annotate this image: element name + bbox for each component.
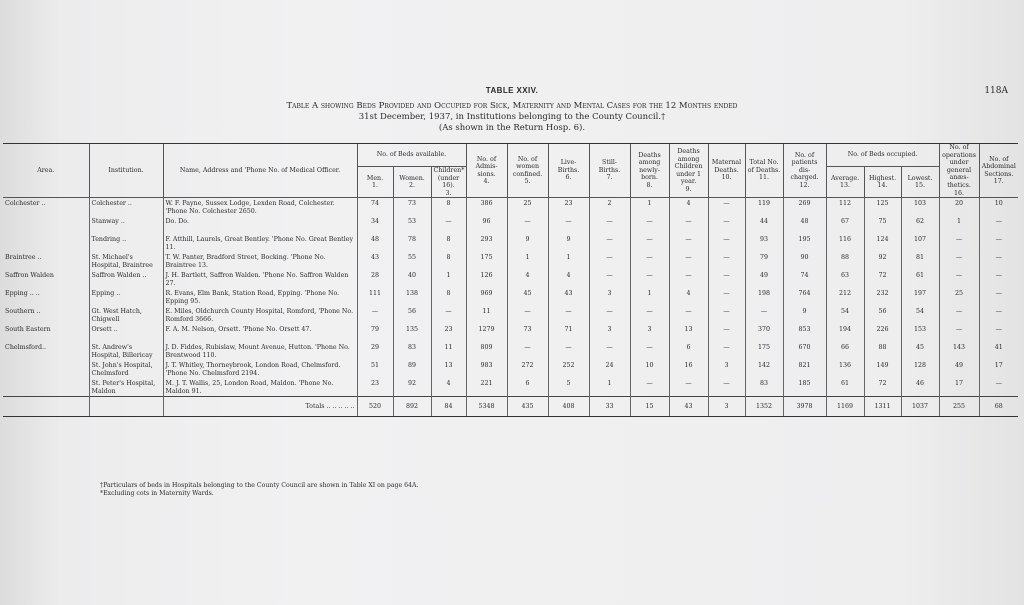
- value-cell: 23: [431, 324, 466, 342]
- value-cell: 17: [939, 378, 979, 397]
- totals-institution-cell: [89, 397, 163, 417]
- value-cell: 45: [507, 288, 548, 306]
- value-cell: 40: [393, 270, 431, 288]
- value-cell: —: [708, 378, 745, 397]
- medical-officer-cell: J. T. Whitley, Thorneybrook, London Road, Chelmsford. 'Phone No. Chelmsford 2194.: [163, 360, 357, 378]
- value-cell: —: [939, 306, 979, 324]
- value-cell: 83: [745, 378, 783, 397]
- totals-area-cell: [3, 397, 89, 417]
- value-cell: 83: [393, 342, 431, 360]
- col-header-area: Area.: [3, 144, 89, 198]
- value-cell: —: [939, 324, 979, 342]
- value-cell: 149: [864, 360, 901, 378]
- value-cell: 1: [589, 378, 630, 397]
- value-cell: —: [745, 306, 783, 324]
- institution-cell: Epping ..: [89, 288, 163, 306]
- value-cell: —: [708, 252, 745, 270]
- value-cell: 764: [783, 288, 826, 306]
- medical-officer-cell: J. H. Bartlett, Saffron Walden. 'Phone No. Saffron Walden 27.: [163, 270, 357, 288]
- value-cell: 73: [393, 198, 431, 217]
- value-cell: 92: [864, 252, 901, 270]
- value-cell: —: [979, 234, 1018, 252]
- value-cell: —: [669, 252, 708, 270]
- value-cell: 175: [466, 252, 507, 270]
- table-label: TABLE XXIV.: [485, 86, 539, 95]
- col-header-maternal-deaths: Maternal Deaths. 10.: [708, 144, 745, 198]
- col-header-average: Average. 13.: [826, 167, 864, 198]
- value-cell: 3: [708, 360, 745, 378]
- value-cell: 55: [393, 252, 431, 270]
- value-cell: 66: [826, 342, 864, 360]
- value-cell: —: [589, 216, 630, 234]
- value-cell: 48: [783, 216, 826, 234]
- value-cell: —: [979, 270, 1018, 288]
- table-row: [3, 216, 1018, 234]
- medical-officer-cell: W. F. Payne, Sussex Lodge, Lexden Road, Colchester. 'Phone No. Colchester 2650.: [163, 198, 357, 217]
- table-header: [0, 86, 1024, 134]
- value-cell: 124: [864, 234, 901, 252]
- value-cell: 51: [357, 360, 393, 378]
- value-cell: 142: [745, 360, 783, 378]
- value-cell: 48: [357, 234, 393, 252]
- col-header-men: Men. 1.: [357, 167, 393, 198]
- area-cell: Braintree ..: [5, 254, 42, 262]
- value-cell: 53: [393, 216, 431, 234]
- col-header-highest: Highest. 14.: [864, 167, 901, 198]
- institution-cell: Colchester ..: [89, 198, 163, 217]
- value-cell: 5: [548, 378, 589, 397]
- value-cell: 45: [901, 342, 939, 360]
- totals-cell: 520: [357, 397, 393, 417]
- institution-cell: Saffron Walden ..: [89, 270, 163, 288]
- value-cell: —: [548, 342, 589, 360]
- totals-cell: 408: [548, 397, 589, 417]
- value-cell: 1: [939, 216, 979, 234]
- col-header-beds-occupied: No. of Beds occupied.: [826, 144, 939, 167]
- table-source-note: (As shown in the Return Hosp. 6).: [438, 123, 586, 133]
- value-cell: —: [669, 216, 708, 234]
- value-cell: —: [548, 306, 589, 324]
- value-cell: 3: [589, 324, 630, 342]
- value-cell: 138: [393, 288, 431, 306]
- value-cell: 670: [783, 342, 826, 360]
- col-header-medical-officer: Name, Address and 'Phone No. of Medical Officer.: [163, 144, 357, 198]
- value-cell: —: [589, 270, 630, 288]
- value-cell: 136: [826, 360, 864, 378]
- col-header-admissions: No. of Admis- sions. 4.: [466, 144, 507, 198]
- totals-cell: 1037: [901, 397, 939, 417]
- totals-cell: 1169: [826, 397, 864, 417]
- value-cell: 81: [901, 252, 939, 270]
- value-cell: 126: [466, 270, 507, 288]
- value-cell: —: [708, 198, 745, 217]
- value-cell: —: [669, 234, 708, 252]
- totals-cell: 84: [431, 397, 466, 417]
- value-cell: 13: [431, 360, 466, 378]
- value-cell: 43: [357, 252, 393, 270]
- value-cell: 75: [864, 216, 901, 234]
- value-cell: 9: [548, 234, 589, 252]
- value-cell: 9: [507, 234, 548, 252]
- value-cell: 116: [826, 234, 864, 252]
- value-cell: 125: [864, 198, 901, 217]
- value-cell: —: [708, 306, 745, 324]
- totals-cell: 5348: [466, 397, 507, 417]
- value-cell: 232: [864, 288, 901, 306]
- value-cell: 88: [826, 252, 864, 270]
- footnote-dagger: †Particulars of beds in Hospitals belonging to the County Council are shown in Table XI on page 64A.: [100, 482, 419, 489]
- value-cell: —: [589, 252, 630, 270]
- value-cell: 63: [826, 270, 864, 288]
- area-cell: Southern ..: [5, 308, 41, 316]
- value-cell: 73: [507, 324, 548, 342]
- value-cell: 2: [589, 198, 630, 217]
- value-cell: 13: [669, 324, 708, 342]
- page-number: 118A: [984, 86, 1008, 96]
- value-cell: 67: [826, 216, 864, 234]
- value-cell: —: [630, 234, 669, 252]
- value-cell: 90: [783, 252, 826, 270]
- value-cell: 10: [979, 198, 1018, 217]
- area-cell: South Eastern: [5, 326, 51, 334]
- footnotes: [100, 482, 418, 497]
- value-cell: 198: [745, 288, 783, 306]
- medical-officer-cell: Do. Do.: [163, 216, 357, 234]
- value-cell: 194: [826, 324, 864, 342]
- value-cell: 44: [745, 216, 783, 234]
- value-cell: 4: [548, 270, 589, 288]
- col-header-total-deaths: Total No. of Deaths. 11.: [745, 144, 783, 198]
- value-cell: 195: [783, 234, 826, 252]
- table-title: Table A showing Beds Provided and Occupied for Sick, Maternity and Mental Cases for the 12 Months ended: [286, 101, 738, 111]
- totals-cell: 255: [939, 397, 979, 417]
- value-cell: 1: [507, 252, 548, 270]
- value-cell: 16: [669, 360, 708, 378]
- institution-cell: St. Michael's Hospital, Braintree: [89, 252, 163, 270]
- col-header-abdominal-sections: No. of Abdominal Sections. 17.: [979, 144, 1018, 198]
- value-cell: 226: [864, 324, 901, 342]
- value-cell: 61: [826, 378, 864, 397]
- value-cell: 4: [669, 198, 708, 217]
- value-cell: 49: [939, 360, 979, 378]
- col-header-beds-available: No. of Beds available.: [357, 144, 466, 167]
- value-cell: —: [630, 378, 669, 397]
- value-cell: 49: [745, 270, 783, 288]
- table-row: [3, 198, 1018, 217]
- value-cell: 20: [939, 198, 979, 217]
- value-cell: 25: [507, 198, 548, 217]
- value-cell: —: [939, 270, 979, 288]
- value-cell: 43: [548, 288, 589, 306]
- value-cell: —: [979, 378, 1018, 397]
- value-cell: 34: [357, 216, 393, 234]
- value-cell: 9: [783, 306, 826, 324]
- value-cell: —: [979, 252, 1018, 270]
- institution-cell: St. Peter's Hospital, Maldon: [89, 378, 163, 397]
- value-cell: 72: [864, 270, 901, 288]
- value-cell: 89: [393, 360, 431, 378]
- institution-cell: St. Andrew's Hospital, Billericay: [89, 342, 163, 360]
- value-cell: —: [431, 216, 466, 234]
- medical-officer-cell: E. Miles, Oldchurch County Hospital, Romford, 'Phone No. Romford 3666.: [163, 306, 357, 324]
- col-header-still-births: Still- Births. 7.: [589, 144, 630, 198]
- value-cell: 197: [901, 288, 939, 306]
- totals-label: Totals .. .. .. .. ..: [163, 397, 357, 417]
- value-cell: 6: [669, 342, 708, 360]
- value-cell: 1: [548, 252, 589, 270]
- institution-cell: Orsett ..: [89, 324, 163, 342]
- value-cell: 8: [431, 252, 466, 270]
- value-cell: 1: [630, 198, 669, 217]
- value-cell: 135: [393, 324, 431, 342]
- totals-cell: 3978: [783, 397, 826, 417]
- institution-cell: Tendring ..: [89, 234, 163, 252]
- value-cell: 1: [630, 288, 669, 306]
- value-cell: 79: [357, 324, 393, 342]
- col-header-live-births: Live- Births. 6.: [548, 144, 589, 198]
- value-cell: 212: [826, 288, 864, 306]
- value-cell: —: [708, 234, 745, 252]
- footnote-asterisk: *Excluding cots in Maternity Wards.: [100, 489, 214, 497]
- value-cell: 23: [548, 198, 589, 217]
- value-cell: 370: [745, 324, 783, 342]
- col-header-lowest: Lowest. 15.: [901, 167, 939, 198]
- totals-cell: 435: [507, 397, 548, 417]
- value-cell: —: [979, 324, 1018, 342]
- value-cell: 107: [901, 234, 939, 252]
- col-header-children: Children* (under 16). 3.: [431, 167, 466, 198]
- value-cell: 153: [901, 324, 939, 342]
- value-cell: —: [979, 306, 1018, 324]
- area-cell: Chelmsford..: [5, 344, 46, 352]
- value-cell: —: [507, 216, 548, 234]
- value-cell: 293: [466, 234, 507, 252]
- value-cell: 185: [783, 378, 826, 397]
- value-cell: —: [630, 252, 669, 270]
- totals-cell: 43: [669, 397, 708, 417]
- value-cell: 93: [745, 234, 783, 252]
- value-cell: —: [939, 252, 979, 270]
- medical-officer-cell: M. J. T. Wallis, 25, London Road, Maldon. 'Phone No. Maldon 91.: [163, 378, 357, 397]
- value-cell: 4: [669, 288, 708, 306]
- value-cell: 11: [431, 342, 466, 360]
- value-cell: 10: [630, 360, 669, 378]
- medical-officer-cell: R. Evans, Elm Bank, Station Road, Epping. 'Phone No. Epping 95.: [163, 288, 357, 306]
- area-cell: Epping .. ..: [5, 290, 40, 298]
- medical-officer-cell: F. Atthill, Laurels, Great Bentley. 'Phone No. Great Bentley 11.: [163, 234, 357, 252]
- value-cell: 3: [589, 288, 630, 306]
- totals-cell: 892: [393, 397, 431, 417]
- totals-cell: 33: [589, 397, 630, 417]
- value-cell: —: [708, 216, 745, 234]
- value-cell: 74: [783, 270, 826, 288]
- value-cell: 74: [357, 198, 393, 217]
- value-cell: 1: [431, 270, 466, 288]
- value-cell: 6: [507, 378, 548, 397]
- value-cell: 269: [783, 198, 826, 217]
- totals-row: [3, 397, 1018, 417]
- value-cell: —: [669, 270, 708, 288]
- value-cell: 119: [745, 198, 783, 217]
- beds-table: [3, 143, 1018, 417]
- table-body: [3, 198, 1018, 417]
- value-cell: 24: [589, 360, 630, 378]
- institution-cell: Gt. West Hatch, Chigwell: [89, 306, 163, 324]
- col-header-deaths-children: Deaths among Children under 1 year. 9.: [669, 144, 708, 198]
- value-cell: 112: [826, 198, 864, 217]
- value-cell: 3: [630, 324, 669, 342]
- value-cell: —: [507, 342, 548, 360]
- area-cell: Saffron Walden: [5, 272, 54, 280]
- value-cell: 92: [393, 378, 431, 397]
- value-cell: 62: [901, 216, 939, 234]
- value-cell: —: [507, 306, 548, 324]
- value-cell: 221: [466, 378, 507, 397]
- medical-officer-cell: T. W. Panter, Bradford Street, Bocking. 'Phone No. Braintree 13.: [163, 252, 357, 270]
- value-cell: 41: [979, 342, 1018, 360]
- col-header-operations: No. of operations under general anæs- thetics. 16.: [939, 144, 979, 198]
- value-cell: 969: [466, 288, 507, 306]
- value-cell: —: [630, 270, 669, 288]
- value-cell: 272: [507, 360, 548, 378]
- value-cell: 4: [431, 378, 466, 397]
- table-row: [3, 342, 1018, 360]
- value-cell: —: [589, 342, 630, 360]
- value-cell: 56: [864, 306, 901, 324]
- value-cell: —: [708, 270, 745, 288]
- value-cell: 25: [939, 288, 979, 306]
- value-cell: —: [708, 288, 745, 306]
- value-cell: 88: [864, 342, 901, 360]
- value-cell: 175: [745, 342, 783, 360]
- value-cell: —: [630, 342, 669, 360]
- area-cell: [3, 234, 89, 252]
- area-cell: Colchester ..: [5, 200, 46, 208]
- table-row: [3, 252, 1018, 270]
- value-cell: 17: [979, 360, 1018, 378]
- value-cell: 8: [431, 198, 466, 217]
- value-cell: 28: [357, 270, 393, 288]
- value-cell: 11: [466, 306, 507, 324]
- institution-cell: Stanway ..: [89, 216, 163, 234]
- value-cell: 821: [783, 360, 826, 378]
- value-cell: 46: [901, 378, 939, 397]
- value-cell: —: [939, 234, 979, 252]
- totals-cell: 68: [979, 397, 1018, 417]
- medical-officer-cell: J. D. Fiddes, Rubislaw, Mount Avenue, Hutton. 'Phone No. Brentwood 110.: [163, 342, 357, 360]
- col-header-institution: Institution.: [89, 144, 163, 198]
- value-cell: 79: [745, 252, 783, 270]
- table-row: [3, 324, 1018, 342]
- area-cell: [3, 378, 89, 397]
- value-cell: —: [589, 306, 630, 324]
- table-row: [3, 288, 1018, 306]
- value-cell: 4: [507, 270, 548, 288]
- totals-cell: 15: [630, 397, 669, 417]
- value-cell: 71: [548, 324, 589, 342]
- value-cell: —: [630, 216, 669, 234]
- value-cell: —: [548, 216, 589, 234]
- value-cell: —: [669, 378, 708, 397]
- value-cell: 386: [466, 198, 507, 217]
- value-cell: —: [708, 342, 745, 360]
- value-cell: —: [708, 324, 745, 342]
- totals-cell: 3: [708, 397, 745, 417]
- area-cell: [3, 360, 89, 378]
- col-header-women-confined: No. of women confined. 5.: [507, 144, 548, 198]
- value-cell: 252: [548, 360, 589, 378]
- value-cell: 983: [466, 360, 507, 378]
- value-cell: 8: [431, 234, 466, 252]
- value-cell: —: [630, 306, 669, 324]
- col-header-women: Women. 2.: [393, 167, 431, 198]
- totals-cell: 1352: [745, 397, 783, 417]
- value-cell: 56: [393, 306, 431, 324]
- value-cell: 96: [466, 216, 507, 234]
- table-row: [3, 234, 1018, 252]
- value-cell: —: [669, 306, 708, 324]
- table-row: [3, 306, 1018, 324]
- table-row: [3, 270, 1018, 288]
- value-cell: 853: [783, 324, 826, 342]
- value-cell: 143: [939, 342, 979, 360]
- value-cell: 1279: [466, 324, 507, 342]
- col-header-deaths-newly-born: Deaths among newly- born. 8.: [630, 144, 669, 198]
- value-cell: 111: [357, 288, 393, 306]
- value-cell: 54: [901, 306, 939, 324]
- value-cell: 23: [357, 378, 393, 397]
- value-cell: —: [979, 288, 1018, 306]
- table-row: [3, 378, 1018, 397]
- table-row: [3, 360, 1018, 378]
- value-cell: 103: [901, 198, 939, 217]
- area-cell: [3, 216, 89, 234]
- value-cell: 72: [864, 378, 901, 397]
- table-subtitle: 31st December, 1937, in Institutions belonging to the County Council.†: [358, 112, 666, 122]
- value-cell: —: [357, 306, 393, 324]
- col-header-discharged: No. of patients dis- charged. 12.: [783, 144, 826, 198]
- value-cell: —: [431, 306, 466, 324]
- totals-cell: 1311: [864, 397, 901, 417]
- value-cell: 8: [431, 288, 466, 306]
- value-cell: 78: [393, 234, 431, 252]
- value-cell: —: [589, 234, 630, 252]
- institution-cell: St. John's Hospital, Chelmsford: [89, 360, 163, 378]
- value-cell: 54: [826, 306, 864, 324]
- value-cell: 61: [901, 270, 939, 288]
- value-cell: 29: [357, 342, 393, 360]
- medical-officer-cell: F. A. M. Nelson, Orsett. 'Phone No. Orsett 47.: [163, 324, 357, 342]
- value-cell: 809: [466, 342, 507, 360]
- value-cell: 128: [901, 360, 939, 378]
- value-cell: —: [979, 216, 1018, 234]
